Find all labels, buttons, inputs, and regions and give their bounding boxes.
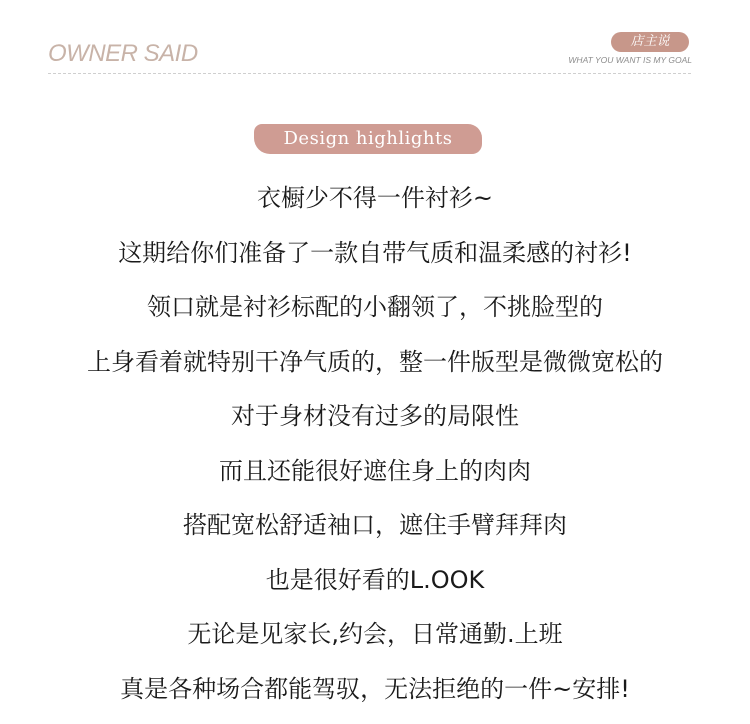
tagline: WHAT YOU WANT IS MY GOAL (568, 55, 692, 65)
description-line: 搭配宽松舒适袖口，遮住手臂拜拜肉 (183, 511, 567, 539)
description-line: 对于身材没有过多的局限性 (231, 402, 519, 430)
description-line: 上身看着就特别干净气质的，整一件版型是微微宽松的 (87, 347, 663, 376)
description-line: 而且还能很好遮住身上的肉肉 (219, 456, 531, 485)
design-highlights-label: Design highlights (254, 124, 482, 154)
description-line: 这期给你们准备了一款自带气质和温柔感的衬衫! (118, 238, 632, 267)
description-text (0, 171, 750, 716)
description-line: 领口就是衬衫标配的小翻领了，不挑脸型的 (147, 293, 603, 321)
shop-owner-badge: 店主说 (611, 32, 689, 52)
description-line: 衣橱少不得一件衬衫~ (256, 184, 494, 212)
description-line: 无论是见家长,约会，日常通勤.上班 (187, 620, 563, 648)
owner-said-title: OWNER SAID (48, 40, 198, 67)
description-line: 真是各种场合都能驾驭，无法拒绝的一件~安排! (120, 674, 630, 703)
dotted-divider (48, 73, 691, 74)
description-line: 也是很好看的L.OOK (265, 565, 485, 594)
